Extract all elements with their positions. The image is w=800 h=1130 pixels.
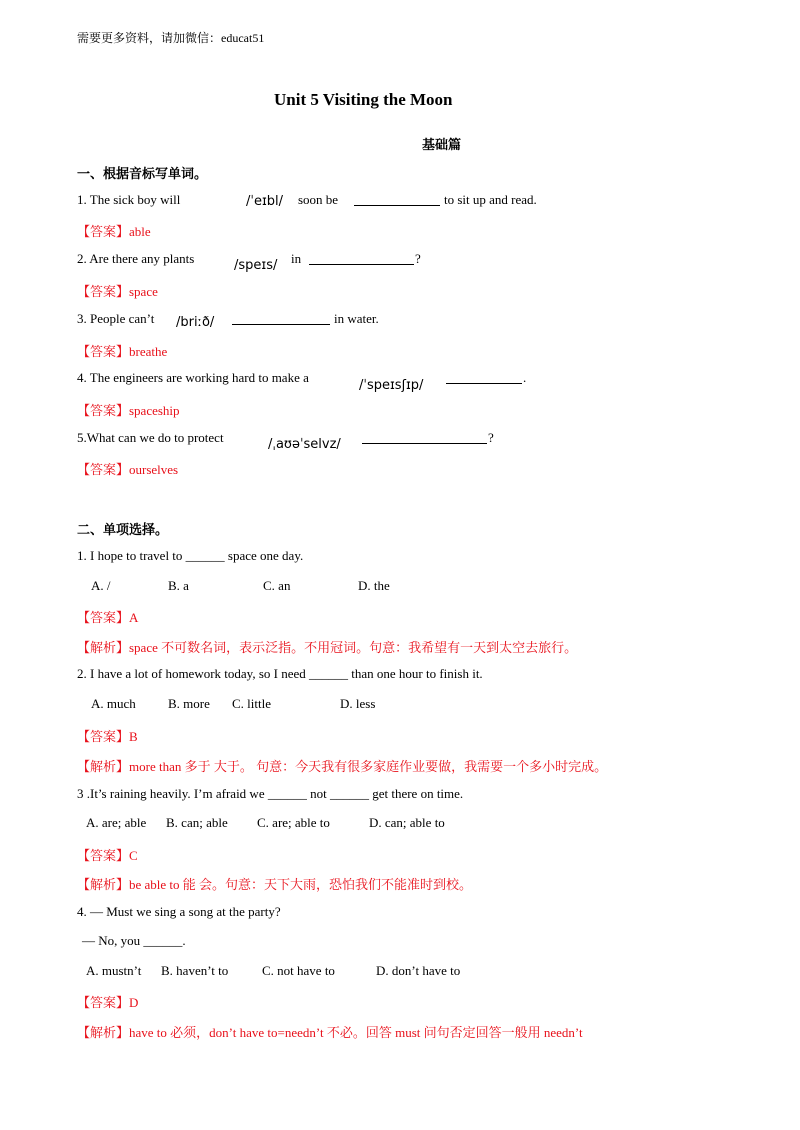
s2-q1-option-d[interactable]: D. the [358,578,390,593]
section2-heading: 二、单项选择。 [77,522,169,537]
s2-q4-analysis: 【解析】have to 必须，don’t have to=needn’t 不必。回答 must 问句否定回答一般用 needn’t [77,1025,583,1040]
s1-item3-post: in water. [334,311,379,326]
s2-q3-option-b[interactable]: B. can; able [166,815,228,830]
s2-q4-option-c[interactable]: C. not have to [262,963,335,978]
s2-q4-text: 4. — Must we sing a song at the party? [77,904,281,919]
s2-q3-option-a[interactable]: A. are; able [86,815,147,830]
s2-q1-answer: 【答案】A [77,610,139,625]
s2-q3-text: 3 .It’s raining heavily. I’m afraid we ______ not ______ get there on time. [77,786,464,801]
s2-q2-answer: 【答案】B [77,729,138,744]
s1-item4-post: . [523,370,527,385]
s2-q4-option-b[interactable]: B. haven’t to [161,963,229,978]
s2-q3-analysis: 【解析】be able to 能 会。句意：天下大雨，恐怕我们不能准时到校。 [77,877,473,892]
s2-q2-option-b[interactable]: B. more [168,696,210,711]
s1-item2-answer: 【答案】space [77,284,158,299]
s2-q2-text: 2. I have a lot of homework today, so I need ______ than one hour to finish it. [77,666,483,681]
s2-q4-answer: 【答案】D [77,995,139,1010]
s1-item2-pre: 2. Are there any plants [77,251,195,266]
s1-item5-answer: 【答案】ourselves [77,462,179,477]
s1-item1-blank[interactable] [354,194,440,206]
s2-q1-text: 1. I hope to travel to ______ space one day. [77,548,304,563]
s2-q1-option-a[interactable]: A. / [91,578,111,593]
s2-q4-option-d[interactable]: D. don’t have to [376,963,461,978]
s2-q2-option-d[interactable]: D. less [340,696,376,711]
s1-item4-blank[interactable] [446,372,522,384]
s1-item5-post: ? [488,430,494,445]
s2-q4-option-a[interactable]: A. mustn’t [86,963,142,978]
s2-q2-analysis: 【解析】more than 多于 大于。 句意：今天我有很多家庭作业要做，我需要一个多小时完成。 [77,759,608,774]
page-subtitle: 基础篇 [422,137,462,152]
s1-item1-post: to sit up and read. [444,192,537,207]
s2-q3-option-c[interactable]: C. are; able to [257,815,330,830]
s1-item3-answer: 【答案】breathe [77,344,168,359]
s1-item4-pre: 4. The engineers are working hard to make a [77,370,309,385]
s2-q3-option-d[interactable]: D. can; able to [369,815,445,830]
s2-q1-analysis: 【解析】space 不可数名词，表示泛指。不用冠词。句意：我希望有一天到太空去旅行。 [77,640,578,655]
s1-item3-pre: 3. People can’t [77,311,155,326]
s1-item2-phonetic: /speɪs/ [234,258,278,273]
s2-q2-option-c[interactable]: C. little [232,696,271,711]
s2-q2-option-a[interactable]: A. much [91,696,136,711]
s2-q3-answer: 【答案】C [77,848,138,863]
page-title: Unit 5 Visiting the Moon [274,90,453,109]
s1-item2-mid: in [291,251,302,266]
s1-item1-pre: 1. The sick boy will [77,192,181,207]
s2-q1-option-b[interactable]: B. a [168,578,189,593]
s1-item1-phonetic: /ˈeɪbl/ [246,194,284,209]
s1-item4-answer: 【答案】spaceship [77,403,180,418]
s1-item5-blank[interactable] [362,432,487,444]
s1-item1-mid: soon be [298,192,339,207]
s1-item2-blank[interactable] [309,253,414,265]
s1-item3-phonetic: /briːð/ [176,315,215,330]
s1-item2-post: ? [415,251,421,266]
s1-item5-pre: 5.What can we do to protect [77,430,224,445]
s1-item3-blank[interactable] [232,313,330,325]
section1-heading: 一、根据音标写单词。 [77,166,208,181]
s1-item5-phonetic: /ˌaʊəˈselvz/ [268,437,341,452]
s1-item4-phonetic: /ˈspeɪsʃɪp/ [359,378,424,393]
s2-q1-option-c[interactable]: C. an [263,578,291,593]
s2-q4-text2: — No, you ______. [82,933,186,948]
header-note: 需要更多资料，请加微信：educat51 [77,31,265,45]
s1-item1-answer: 【答案】able [77,224,151,239]
